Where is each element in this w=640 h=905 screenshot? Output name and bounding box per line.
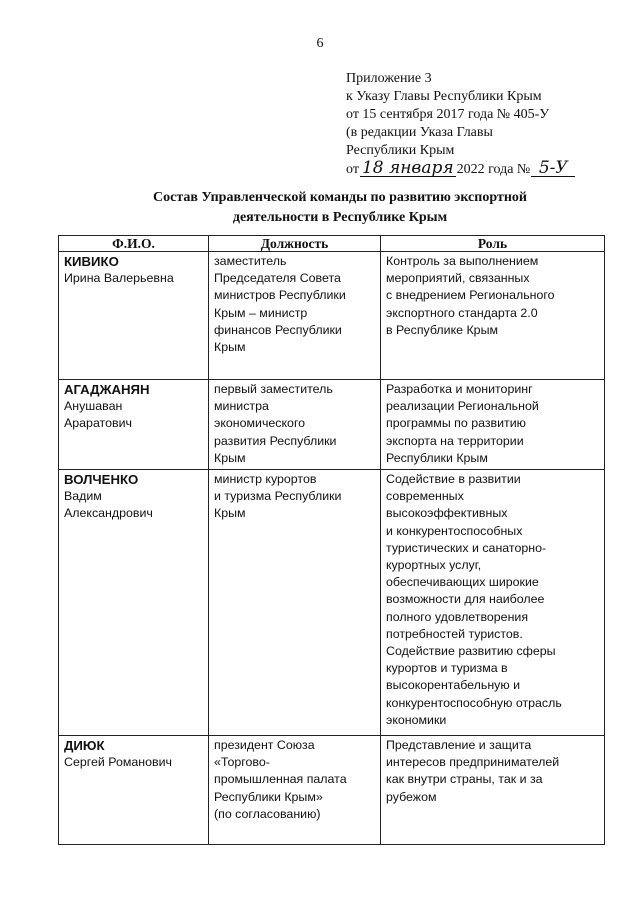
year-label: 2022 года № [456, 162, 531, 177]
header-role: Роль [381, 236, 605, 252]
role-line: в Республике Крым [386, 322, 498, 337]
table-row [59, 380, 605, 470]
team-table [58, 235, 605, 845]
table-row [59, 470, 605, 736]
role-line: Контроль за выполнением [386, 254, 539, 268]
handwritten-date: 18 января [361, 158, 454, 178]
role-line: Разработка и мониторинг [386, 382, 533, 396]
role-line: экономики [386, 712, 447, 727]
position-line: министра [214, 399, 269, 414]
table-body [59, 252, 605, 845]
role-line: как внутри страны, так и за [386, 772, 543, 787]
position-line: «Торгово- [214, 755, 270, 770]
amendment-date-line [346, 160, 626, 179]
given-name-line: Араратович [64, 416, 132, 431]
role-line: Содействие в развитии [386, 472, 521, 487]
role-line: и конкурентоспособных [386, 523, 523, 538]
surname: АГАДЖАНЯН [64, 382, 150, 397]
role-line: Содействие развитию сферы [386, 644, 556, 659]
position-line: Председателя Совета [214, 271, 341, 286]
position-line: министров Республики [214, 288, 346, 303]
position-line: промышленная палата [214, 772, 347, 787]
role-line: с внедрением Регионального [386, 288, 555, 303]
document-title [130, 188, 550, 228]
role-line: высокоэффективных [386, 506, 508, 521]
position-line: министр курортов [214, 472, 317, 487]
appendix-line: к Указу Главы Республики Крым [346, 89, 542, 104]
table-row [59, 736, 605, 845]
fio-cell [59, 470, 209, 736]
position-line: Крым [214, 506, 246, 521]
from-label: от [346, 162, 359, 177]
given-name-line: Сергей Романович [64, 755, 172, 770]
role-line: курортов и туризма в [386, 661, 508, 676]
given-name-line: Ирина Валерьевна [64, 271, 174, 286]
position-cell [209, 252, 381, 380]
header-position: Должность [209, 236, 381, 252]
role-line: Представление и защита [386, 738, 532, 753]
role-cell [381, 252, 605, 380]
table-header-row [59, 236, 605, 252]
handwritten-number: 5-У [531, 160, 575, 177]
role-line: туристических и санаторно- [386, 540, 547, 555]
surname: ВОЛЧЕНКО [64, 472, 139, 488]
position-cell [209, 470, 381, 736]
given-name-line: Вадим [64, 489, 102, 504]
position-line: Крым [214, 450, 246, 465]
role-line: курортных услуг, [386, 558, 482, 573]
role-line: экспорта на территории [386, 433, 524, 448]
role-line: конкурентоспособную отрасль [386, 695, 562, 710]
appendix-line: Приложение 3 [346, 71, 432, 86]
role-line: современных [386, 489, 464, 504]
role-line: экспортного стандарта 2.0 [386, 305, 538, 320]
role-line: реализации Региональной [386, 399, 539, 414]
position-line: развития Республики [214, 433, 337, 448]
role-line: программы по развитию [386, 416, 526, 431]
surname: ДИЮК [64, 738, 105, 754]
role-line: полного удовлетворения [386, 609, 529, 624]
role-line: потребностей туристов. [386, 626, 523, 641]
role-line: возможности для наиболее [386, 592, 545, 607]
position-line: президент Союза [214, 738, 315, 753]
appendix-line: Республики Крым [346, 143, 455, 158]
title-line: деятельности в Республике Крым [232, 210, 448, 225]
role-line: рубежом [386, 789, 437, 804]
role-cell [381, 470, 605, 736]
position-line: Крым [214, 340, 246, 355]
given-name-line: Анушаван [64, 399, 123, 414]
role-line: Республики Крым [386, 450, 488, 465]
position-line: Республики Крым» [214, 789, 323, 804]
appendix-line: (в редакции Указа Главы [346, 125, 493, 140]
position-line: Крым – министр [214, 305, 308, 320]
role-cell [381, 380, 605, 470]
position-line: финансов Республики [214, 322, 342, 337]
position-cell [209, 736, 381, 845]
table-row [59, 252, 605, 380]
position-line: экономического [214, 416, 306, 431]
header-fio: Ф.И.О. [59, 236, 209, 252]
position-line: первый заместитель [214, 382, 333, 396]
surname: КИВИКО [64, 254, 119, 269]
title-line: Состав Управленческой команды по развитию экспортной [153, 190, 527, 205]
page-number: 6 [316, 36, 324, 51]
role-line: мероприятий, связанных [386, 271, 530, 286]
fio-cell [59, 380, 209, 470]
role-line: обеспечивающих широкие [386, 575, 539, 590]
appendix-line: от 15 сентября 2017 года № 405-У [346, 107, 550, 122]
role-line: высокорентабельную и [386, 678, 521, 693]
role-cell [381, 736, 605, 845]
given-name-line: Александрович [64, 506, 153, 521]
appendix-header [346, 70, 626, 179]
position-line: (по согласованию) [214, 806, 321, 821]
fio-cell [59, 736, 209, 845]
role-line: интересов предпринимателей [386, 755, 560, 770]
position-line: и туризма Республики [214, 489, 342, 504]
position-line: заместитель [214, 254, 287, 268]
fio-cell [59, 252, 209, 380]
position-cell [209, 380, 381, 470]
